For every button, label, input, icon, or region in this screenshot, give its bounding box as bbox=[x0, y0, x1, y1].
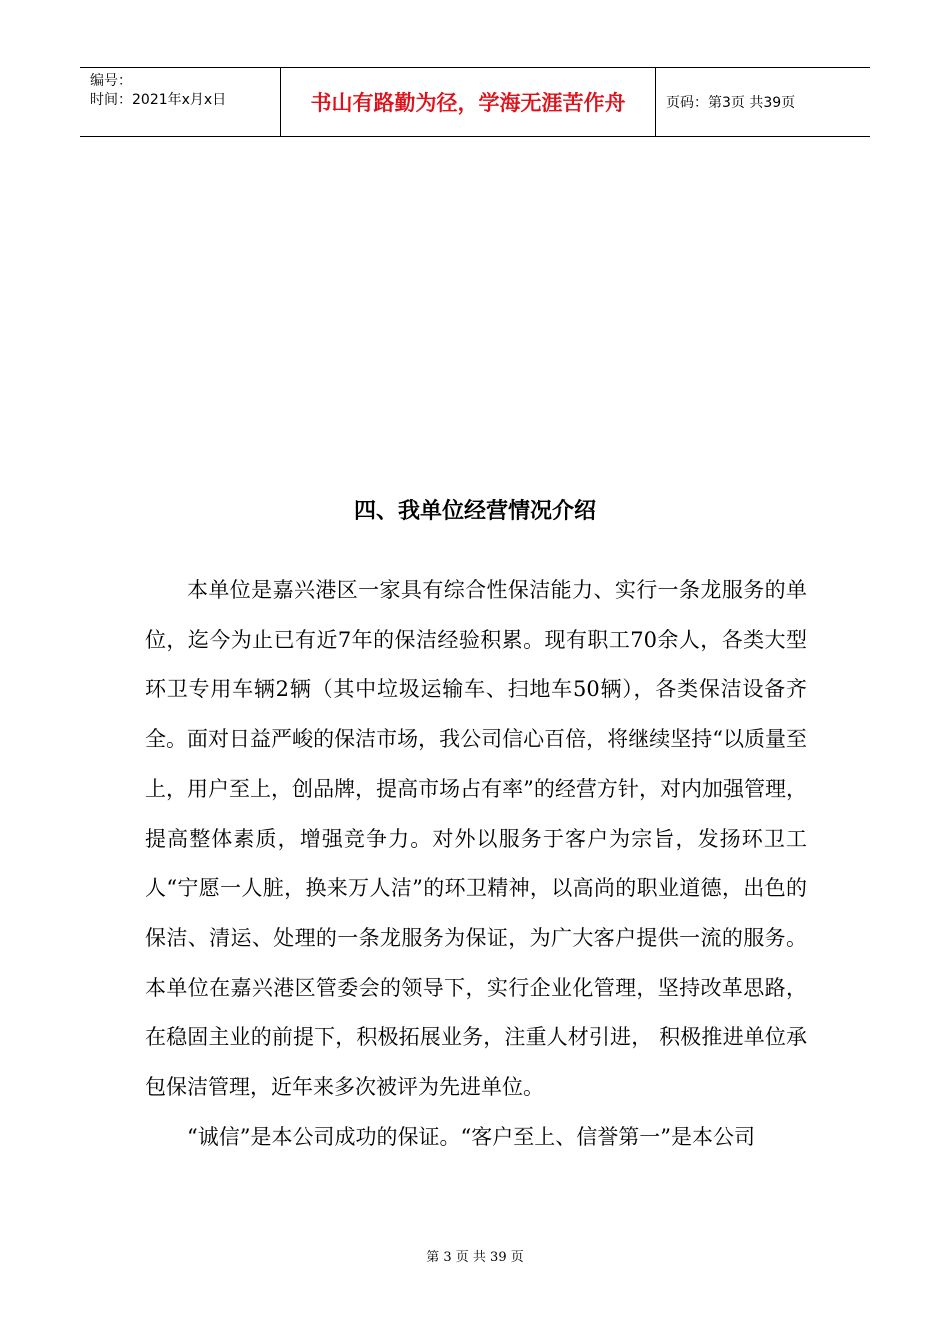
page-header bbox=[80, 67, 870, 137]
header-page-info: 页码：第3页 共39页 bbox=[666, 95, 796, 111]
header-meta bbox=[80, 68, 280, 136]
header-motto: 书山有路勤为径，学海无涯苦作舟 bbox=[280, 68, 656, 136]
document-date-label: 时间：2021年x月x日 bbox=[90, 92, 227, 108]
body-paragraph: 本单位是嘉兴港区一家具有综合性保洁能力、实行一条龙服务的单位，迄今为止已有近7年的保洁经验积累。现有职工70余人，各类大型环卫专用车辆2辆（其中垃圾运输车、扫地车50辆），各类保洁设备齐全。面对日益严峻的保洁市场，我公司信心百倍，将继续坚持“以质量至上，用户至上，创品牌，提高市场占有率”的经营方针，对内加强管理，提高整体素质，增强竞争力。对外以服务于客户为宗旨，发扬环卫工人“宁愿一人脏，换来万人洁”的环卫精神，以高尚的职业道德，出色的保洁、清运、处理的一条龙服务为保证，为广大客户提供一流的服务。本单位在嘉兴港区管委会的领导下，实行企业化管理，坚持改革思路，在稳固主业的前提下，积极拓展业务，注重人材引进， 积极推进单位承包保洁管理，近年来多次被评为先进单位。 bbox=[145, 578, 807, 1100]
page-footer: 第 3 页 共 39 页 bbox=[426, 1250, 524, 1265]
body-paragraph: “诚信”是本公司成功的保证。“客户至上、信誉第一”是本公司 bbox=[187, 1124, 755, 1149]
document-body bbox=[145, 566, 807, 1162]
document-number-label: 编号： bbox=[90, 73, 132, 89]
section-title: 四、我单位经营情况介绍 bbox=[353, 499, 596, 524]
